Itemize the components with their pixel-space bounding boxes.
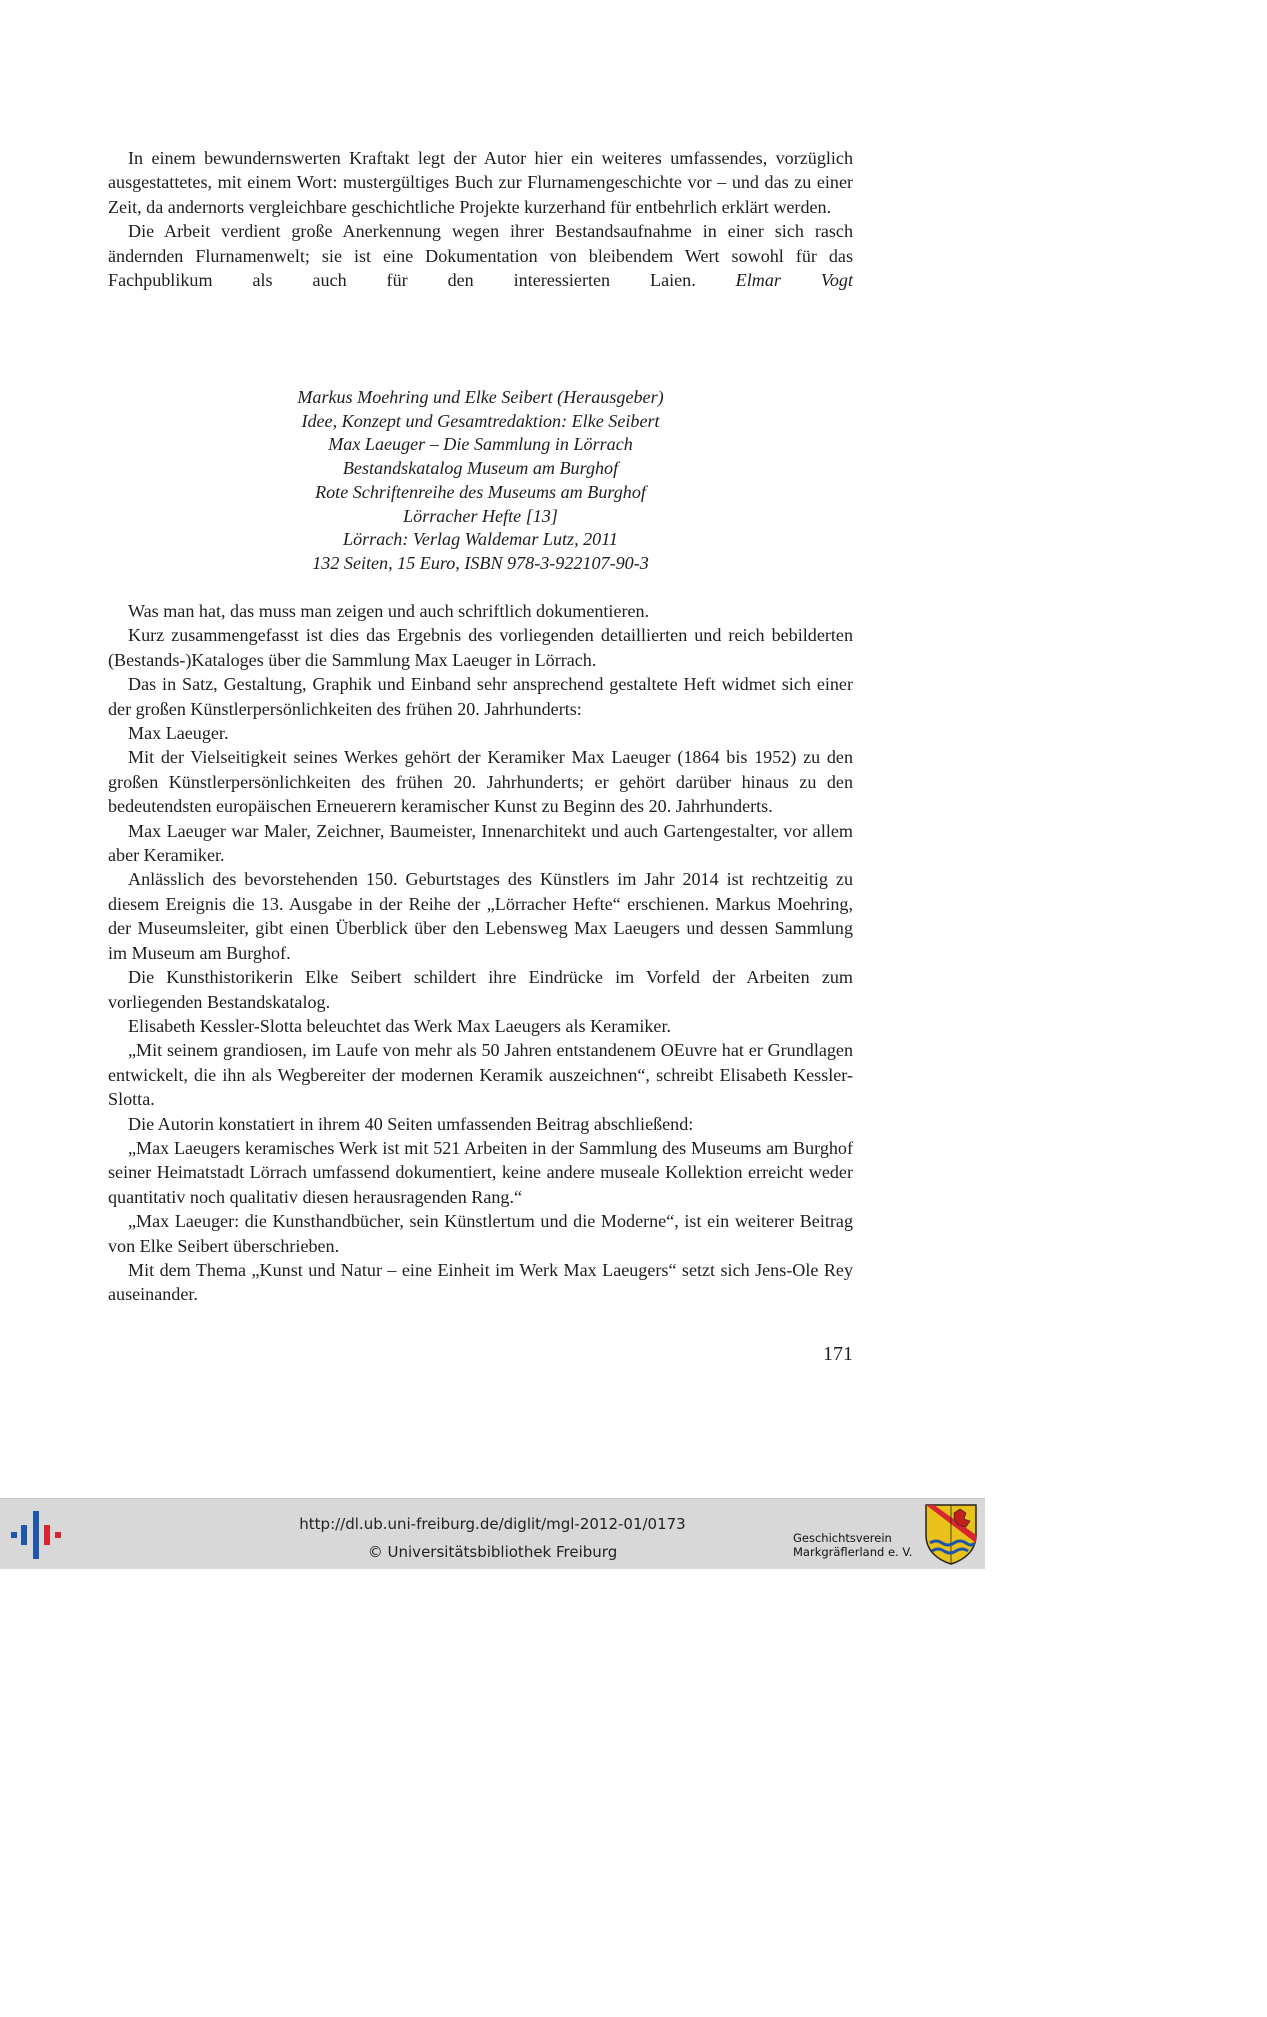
paragraph: Kurz zusammengefasst ist dies das Ergebnis des vorliegenden detaillierten und reich bebilderten (Bestands-)Kataloges über die Sammlung Max Laeuger in Lörrach. xyxy=(108,625,853,670)
paragraph: „Max Laeugers keramisches Werk ist mit 521 Arbeiten in der Sammlung des Museums am Burghof seiner Heimatstadt Lörrach umfassend dokumentiert, keine andere museale Kollektion erreicht weder quantitativ noch qualitativ diesen herausragenden Rang.“ xyxy=(108,1137,853,1207)
paragraph: „Mit seinem grandiosen, im Laufe von mehr als 50 Jahren entstandenem OEuvre hat er Grundlagen entwickelt, die ihn als Wegbereiter der modernen Keramik auszeichnen“, schreibt Elisabeth Kessler-Slotta. xyxy=(108,1040,853,1110)
paragraph: „Max Laeuger: die Kunsthandbücher, sein Künstlertum und die Moderne“, ist ein weiterer Beitrag von Elke Seibert überschrieben. xyxy=(108,1211,853,1256)
bib-line-concept: Idee, Konzept und Gesamtredaktion: Elke Seibert xyxy=(301,410,660,431)
coat-of-arms-icon xyxy=(924,1503,978,1565)
paragraph: Elisabeth Kessler-Slotta beleuchtet das Werk Max Laeugers als Keramiker. xyxy=(128,1015,671,1036)
paragraph: Mit der Vielseitigkeit seines Werkes gehört der Keramiker Max Laeuger (1864 bis 1952) zu den großen Künstlerpersönlichkeiten des frühen 20. Jahrhunderts; er gehört darüber hinaus zu den bedeutendsten europäischen Erneuerern keramischer Kunst zu Beginn des 20. Jahrhunderts. xyxy=(108,747,853,817)
paragraph: Mit dem Thema „Kunst und Natur – eine Einheit im Werk Max Laeugers“ setzt sich Jens-Ole Rey auseinander. xyxy=(108,1259,853,1305)
bib-line-series: Rote Schriftenreihe des Museums am Burghof xyxy=(315,481,646,502)
paragraph: Was man hat, das muss man zeigen und auch schriftlich dokumentieren. xyxy=(128,601,650,621)
society-name xyxy=(793,1531,912,1559)
bib-line-publisher: Lörrach: Verlag Waldemar Lutz, 2011 xyxy=(343,529,618,550)
paragraph: Die Autorin konstatiert in ihrem 40 Seiten umfassenden Beitrag abschließend: xyxy=(128,1113,694,1134)
bib-line-subtitle: Bestandskatalog Museum am Burghof xyxy=(342,458,619,479)
bib-line-editors: Markus Moehring und Elke Seibert (Herausgeber) xyxy=(297,387,664,407)
paragraph: Das in Satz, Gestaltung, Graphik und Einband sehr ansprechend gestaltete Heft widmet sich einer der großen Künstlerpersönlichkeiten des frühen 20. Jahrhunderts: xyxy=(108,674,853,719)
reviewer-signature: Elmar Vogt xyxy=(735,270,853,291)
footer-bar xyxy=(0,1498,985,1569)
ub-freiburg-logo-icon[interactable] xyxy=(8,1509,64,1561)
paragraph-text: Die Arbeit verdient große Anerkennung wegen ihrer Bestandsaufnahme in einer sich rasch ändernden Flurnamenwelt; sie ist eine Dokumentation von bleibendem Wert sowohl für das Fachpublikum als auch für den interessierten Laien. xyxy=(108,221,853,291)
paragraph: Anlässlich des bevorstehenden 150. Geburtstages des Künstlers im Jahr 2014 ist rechtzeitig zu diesem Ereignis die 13. Ausgabe in der Reihe der „Lörracher Hefte“ erschienen. Markus Moehring, der Museumsleiter, gibt einen Überblick über den Lebensweg Max Laeugers und dessen Sammlung im Museum am Burghof. xyxy=(108,869,853,963)
paragraph: Max Laeuger. xyxy=(128,723,229,744)
paragraph: Max Laeuger war Maler, Zeichner, Baumeister, Innenarchitekt und auch Gartengestalter, vor allem aber Keramiker. xyxy=(108,820,853,866)
bib-line-title: Max Laeuger – Die Sammlung in Lörrach xyxy=(328,434,633,455)
copyright-text: © Universitätsbibliothek Freiburg xyxy=(367,1543,618,1561)
review-elmar-vogt xyxy=(108,146,853,292)
paragraph: Die Kunsthistorikerin Elke Seibert schildert ihre Eindrücke im Vorfeld der Arbeiten zum vorliegenden Bestandskatalog. xyxy=(108,967,853,1012)
society-name-line1: Geschichtsverein xyxy=(793,1531,892,1545)
review-max-laeuger xyxy=(108,599,853,1307)
paragraph-last xyxy=(108,219,853,292)
book-bibliography xyxy=(108,386,853,576)
society-name-line2: Markgräflerland e. V. xyxy=(793,1545,913,1559)
bib-line-pages-price-isbn: 132 Seiten, 15 Euro, ISBN 978-3-922107-90-3 xyxy=(312,552,649,573)
page-number: 171 xyxy=(823,1343,853,1365)
paragraph: In einem bewundernswerten Kraftakt legt der Autor hier ein weiteres umfassendes, vorzüglich ausgestattetes, mit einem Wort: mustergültiges Buch zur Flurnamengeschichte vor – und das zu einer Zeit, da andernorts vergleichbare geschichtliche Projekte kurzerhand für entbehrlich erklärt werden. xyxy=(108,148,853,217)
bib-line-volume: Lörracher Hefte [13] xyxy=(403,505,558,526)
document-url-link[interactable]: http://dl.ub.uni-freiburg.de/diglit/mgl-2012-01/0173 xyxy=(299,1515,686,1533)
